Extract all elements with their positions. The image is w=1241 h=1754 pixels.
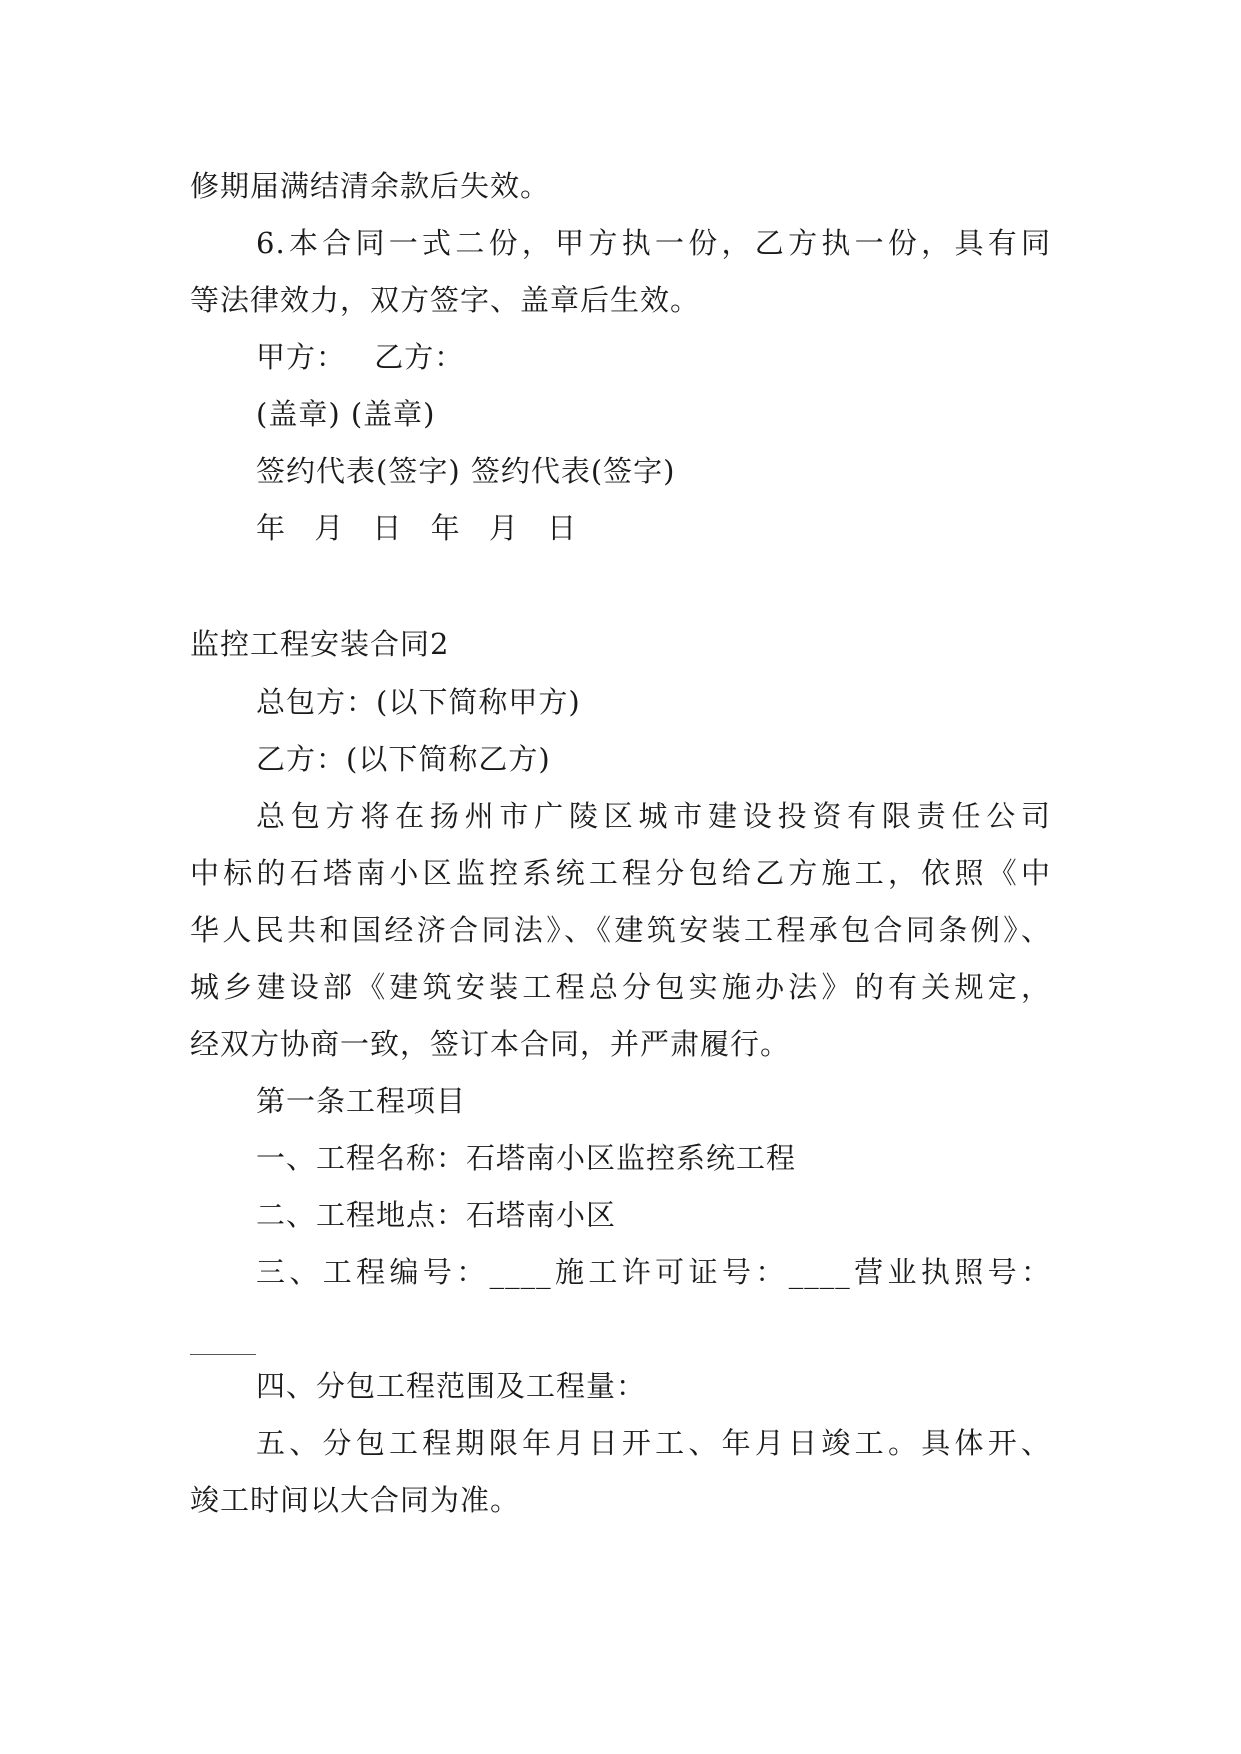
item-line: 二、工程地点：石塔南小区 <box>256 1198 617 1232</box>
paragraph-line: 中标的石塔南小区监控系统工程分包给乙方施工，依照《中 <box>190 856 1051 890</box>
article-heading: 第一条工程项目 <box>256 1084 467 1118</box>
paragraph-line: 华人民共和国经济合同法》、《建筑安装工程承包合同条例》、 <box>190 913 1051 947</box>
item-line: 三、工程编号：____施工许可证号：____营业执照号： <box>256 1255 1051 1289</box>
paragraph-line: 6.本合同一式二份，甲方执一份，乙方执一份，具有同 <box>256 226 1051 260</box>
section-title: 监控工程安装合同2 <box>190 627 450 661</box>
item-line: 一、工程名称：石塔南小区监控系统工程 <box>256 1141 797 1175</box>
item-line: 四、分包工程范围及工程量： <box>256 1369 647 1403</box>
paragraph-line: 经双方协商一致，签订本合同，并严肃履行。 <box>190 1027 791 1061</box>
paragraph-line: 总包方将在扬州市广陵区城市建设投资有限责任公司 <box>256 799 1051 833</box>
signature-line: 签约代表(签字) 签约代表(签字) <box>256 454 676 488</box>
party-line: 总包方：(以下简称甲方) <box>256 685 581 719</box>
paragraph-line: 修期届满结清余款后失效。 <box>190 169 551 203</box>
signature-parties: 甲方： 乙方： <box>256 340 465 374</box>
paragraph-line: 城乡建设部《建筑安装工程总分包实施办法》的有关规定， <box>190 970 1051 1004</box>
paragraph-line: 竣工时间以大合同为准。 <box>190 1483 521 1517</box>
party-line: 乙方：(以下简称乙方) <box>256 742 551 776</box>
seal-line: (盖章) (盖章) <box>256 397 436 431</box>
item-line: 五、分包工程期限年月日开工、年月日竣工。具体开、 <box>256 1426 1051 1460</box>
date-line: 年 月 日 年 月 日 <box>256 511 578 545</box>
paragraph-line: 等法律效力，双方签字、盖章后生效。 <box>190 283 701 317</box>
blank-underline <box>190 1354 256 1355</box>
